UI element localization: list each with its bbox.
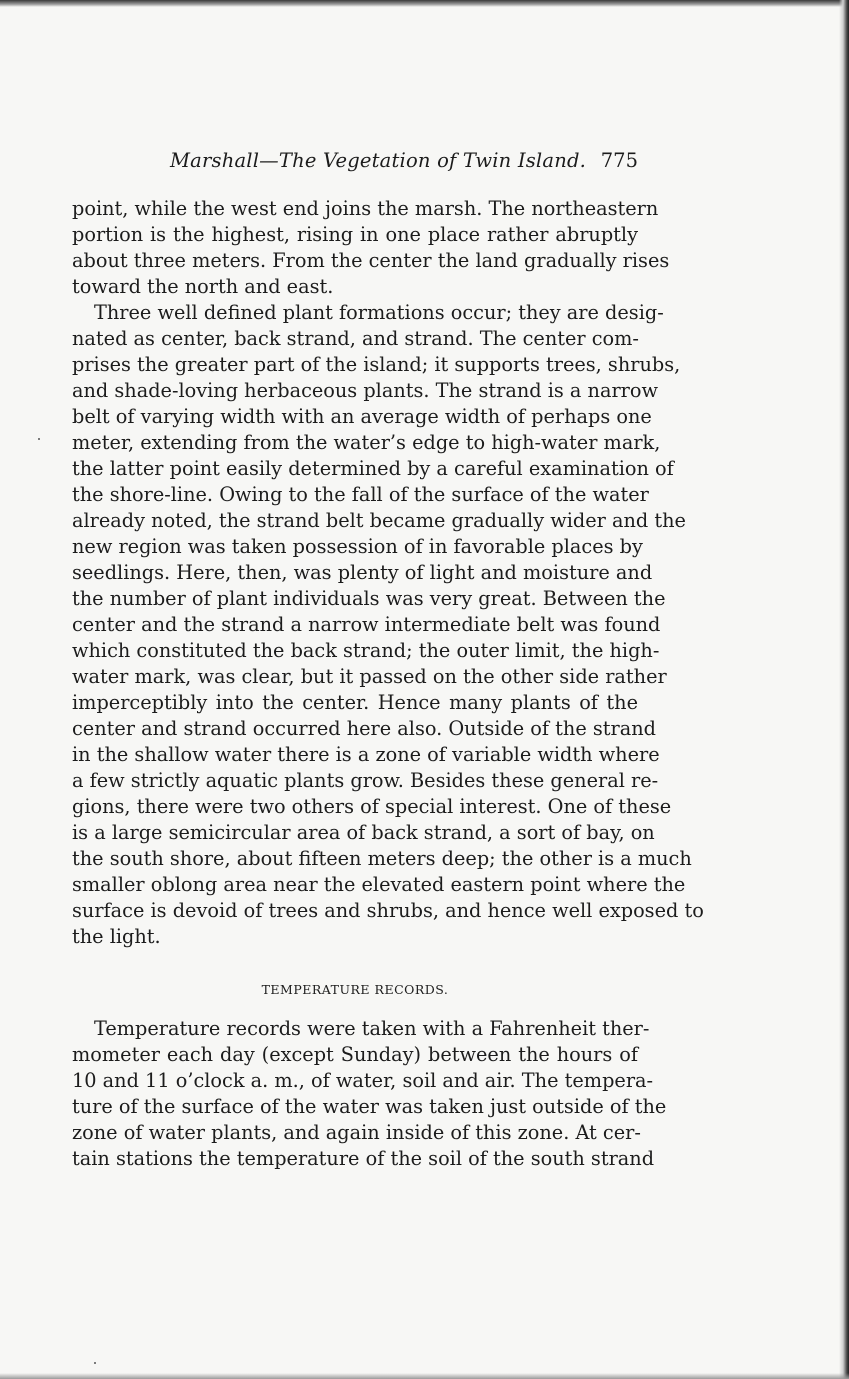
text-line: toward the north and east. [72, 275, 334, 298]
text-line: in the shallow water there is a zone of variable width where [72, 743, 660, 766]
text-line: the latter point easily determined by a careful examination of [72, 457, 674, 480]
text-line: which constituted the back strand; the outer limit, the high- [72, 639, 660, 662]
text-line: already noted, the strand belt became gradually wider and the [72, 509, 686, 532]
running-title: Marshall—The Vegetation of Twin Island. [170, 149, 587, 172]
text-line: 10 and 11 o’clock a. m., of water, soil and air. The tempera- [72, 1069, 654, 1092]
text-line: the light. [72, 925, 161, 948]
page-bottom-edge [0, 1373, 849, 1379]
text-line: meter, extending from the water’s edge to high-water mark, [72, 431, 661, 454]
text-line: water mark, was clear, but it passed on the other side rather [72, 665, 667, 688]
text-line: imperceptibly into the center. Hence many plants of the [72, 691, 638, 714]
text-line: gions, there were two others of special interest. One of these [72, 795, 672, 818]
text-line: smaller oblong area near the elevated eastern point where the [72, 873, 686, 896]
text-line: seedlings. Here, then, was plenty of light and moisture and [72, 561, 653, 584]
text-line: tain stations the temperature of the soil of the south strand [72, 1147, 655, 1170]
text-line: and shade-loving herbaceous plants. The strand is a narrow [72, 379, 658, 402]
paragraph-2 [72, 300, 704, 950]
text-line: prises the greater part of the island; it supports trees, shrubs, [72, 353, 681, 376]
text-line: nated as center, back strand, and strand. The center com- [72, 327, 639, 350]
text-line: ture of the surface of the water was taken just outside of the [72, 1095, 667, 1118]
text-line: zone of water plants, and again inside of this zone. At cer- [72, 1121, 641, 1144]
text-line: the shore-line. Owing to the fall of the surface of the water [72, 483, 649, 506]
print-speck [94, 1362, 96, 1364]
text-line: portion is the highest, rising in one place rather abruptly [72, 223, 638, 246]
page-right-edge [839, 0, 849, 1379]
text-line: mometer each day (except Sunday) between the hours of [72, 1043, 638, 1066]
text-line: a few strictly aquatic plants grow. Besides these general re- [72, 769, 659, 792]
text-line: point, while the west end joins the marsh. The northeastern [72, 197, 659, 220]
text-line: surface is devoid of trees and shrubs, and hence well exposed to [72, 899, 704, 922]
text-line: the south shore, about fifteen meters deep; the other is a much [72, 847, 692, 870]
text-line: center and strand occurred here also. Outside of the strand [72, 717, 656, 740]
paragraph-3 [72, 1016, 667, 1172]
text-line: new region was taken possession of in favorable places by [72, 535, 643, 558]
page-number: 775 [600, 149, 638, 172]
text-line: center and the strand a narrow intermediate belt was found [72, 613, 661, 636]
text-line: is a large semicircular area of back strand, a sort of bay, on [72, 821, 655, 844]
page-top-edge [0, 0, 849, 7]
text-line: Three well defined plant formations occur; they are desig- [94, 301, 664, 324]
text-line: Temperature records were taken with a Fahrenheit ther- [94, 1017, 650, 1040]
text-line: the number of plant individuals was very great. Between the [72, 587, 666, 610]
paragraph-1 [72, 196, 670, 300]
print-speck [38, 438, 40, 440]
section-heading: TEMPERATURE RECORDS. [261, 982, 449, 997]
running-head [72, 149, 638, 179]
text-line: about three meters. From the center the land gradually rises [72, 249, 670, 272]
text-line: belt of varying width with an average width of perhaps one [72, 405, 652, 428]
